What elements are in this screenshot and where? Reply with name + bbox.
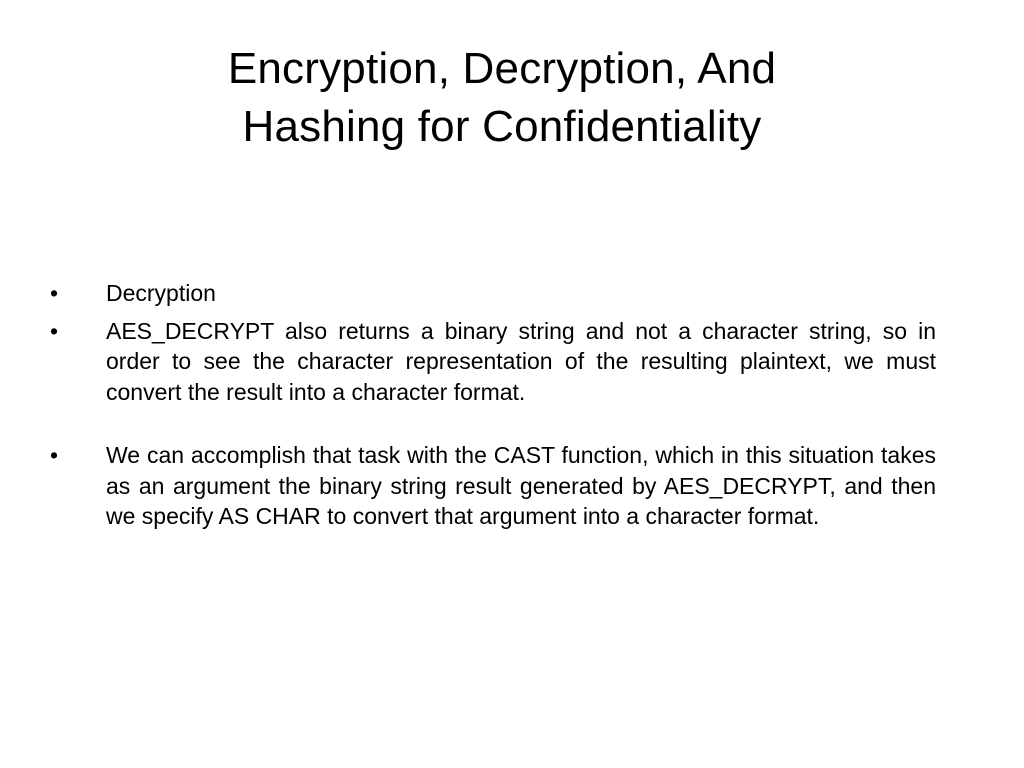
bullet-item-cast-function — [50, 440, 936, 532]
slide-title-line-2: Hashing for Confidentiality — [242, 102, 762, 151]
bullet-icon: • — [50, 280, 59, 306]
slide-title-line-1: Encryption, Decryption, And — [227, 44, 777, 93]
bullet-text: We can accomplish that task with the CAST function, which in this situation takes as an argument the binary string result generated by AES_DECRYPT, and then we specify AS CHAR to convert that argument into a character format. — [106, 442, 936, 529]
bullet-item-aes-decrypt — [50, 316, 936, 408]
slide-title — [100, 40, 904, 156]
bullet-text: AES_DECRYPT also returns a binary string and not a character string, so in order to see the character representation of the resulting plaintext, we must convert the result into a character format. — [106, 317, 936, 405]
bullet-icon: • — [50, 317, 59, 344]
bullet-icon: • — [50, 442, 59, 468]
bullet-list — [50, 278, 936, 532]
bullet-item-decryption — [50, 278, 936, 309]
bullet-text: Decryption — [106, 280, 216, 306]
